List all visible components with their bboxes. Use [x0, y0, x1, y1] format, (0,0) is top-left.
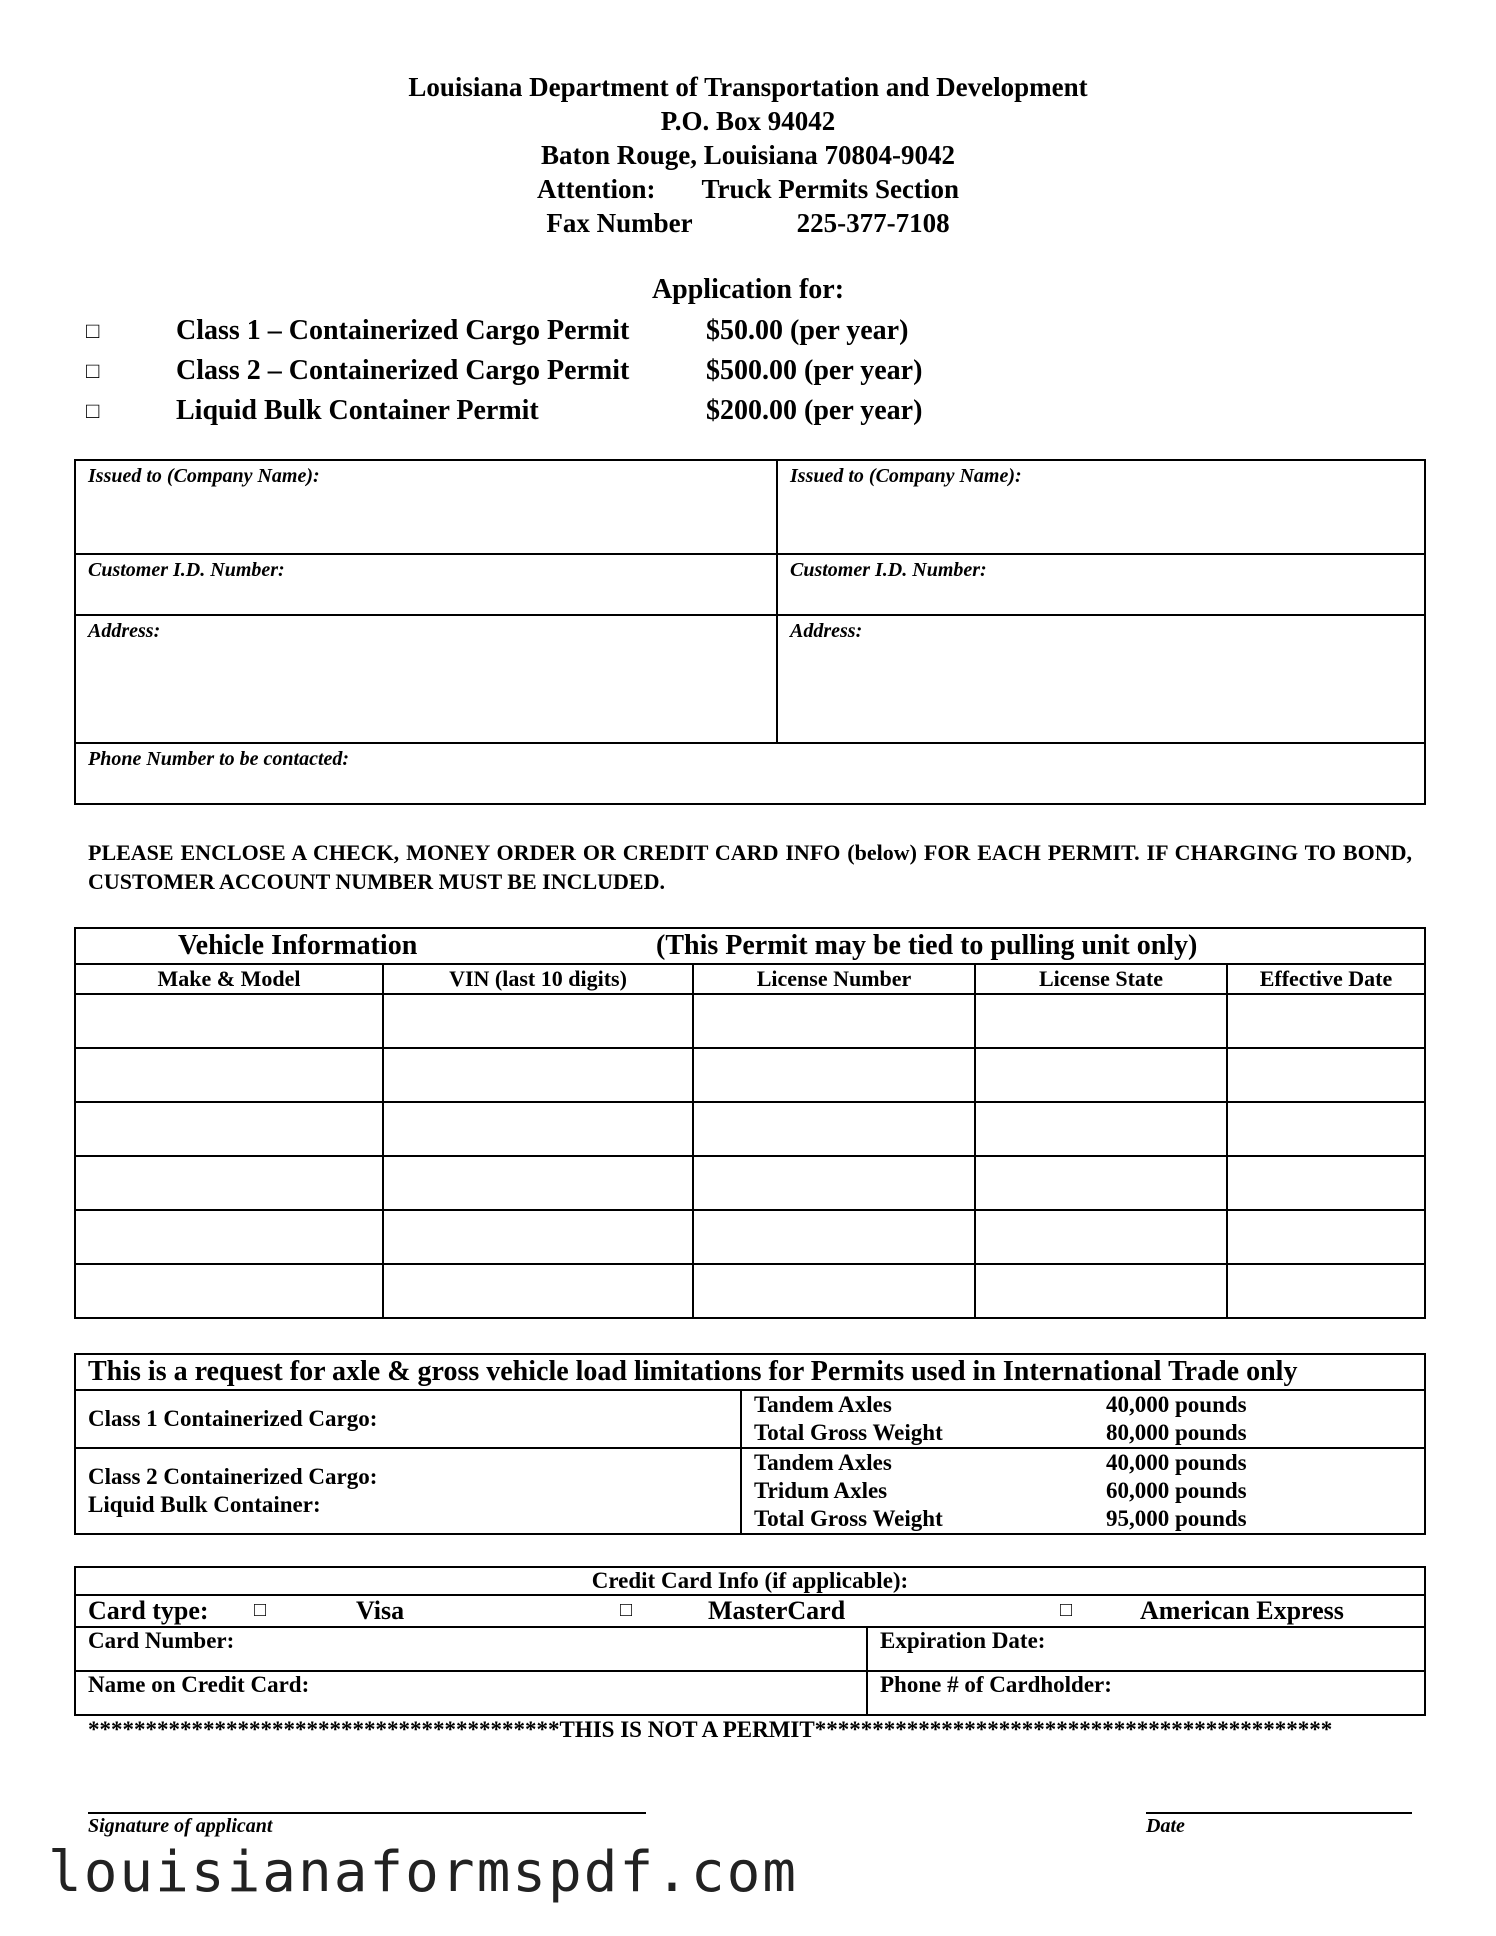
card-type-amex: American Express	[1140, 1596, 1344, 1625]
spec-row	[754, 1419, 1412, 1447]
axle-limits-table	[74, 1353, 1426, 1535]
license-number-cell[interactable]	[693, 994, 975, 1048]
vin-cell[interactable]	[383, 1156, 693, 1210]
class1-label: Class 1 Containerized Cargo:	[75, 1390, 741, 1448]
card-number-field[interactable]	[75, 1627, 867, 1671]
make-model-cell[interactable]	[75, 1102, 383, 1156]
field-label: Name on Credit Card:	[88, 1672, 310, 1697]
license-number-cell[interactable]	[693, 1210, 975, 1264]
name-on-card-field[interactable]	[75, 1671, 867, 1715]
attention-label: Attention:	[537, 174, 656, 204]
permit-option-liquid-bulk[interactable]	[86, 391, 1086, 431]
fax-line	[0, 206, 1496, 240]
license-state-cell[interactable]	[975, 1102, 1227, 1156]
license-number-cell[interactable]	[693, 1048, 975, 1102]
card-type-label: Card type:	[88, 1596, 209, 1625]
vin-cell[interactable]	[383, 1264, 693, 1318]
fax-label: Fax Number	[546, 208, 693, 238]
expiration-date-field[interactable]	[867, 1627, 1425, 1671]
agency-city: Baton Rouge, Louisiana 70804-9042	[540, 140, 956, 170]
vehicle-table-title	[75, 928, 1425, 964]
spec-row	[754, 1449, 1412, 1477]
checkbox[interactable]: □	[86, 318, 100, 343]
field-label: Phone # of Cardholder:	[880, 1672, 1112, 1697]
effective-date-cell[interactable]	[1227, 1210, 1425, 1264]
make-model-cell[interactable]	[75, 994, 383, 1048]
license-state-cell[interactable]	[975, 1156, 1227, 1210]
spec-name: Tandem Axles	[754, 1392, 892, 1417]
issued-to-field-left[interactable]	[75, 460, 777, 554]
credit-card-table	[74, 1566, 1426, 1716]
field-label: Expiration Date:	[880, 1628, 1046, 1653]
spec-name: Total Gross Weight	[754, 1506, 943, 1531]
vin-cell[interactable]	[383, 1102, 693, 1156]
field-label: Customer I.D. Number:	[790, 559, 987, 581]
vehicle-note: (This Permit may be tied to pulling unit only)	[656, 930, 1198, 961]
attention-line	[0, 172, 1496, 206]
phone-field[interactable]	[75, 743, 1425, 804]
permit-option-price: $200.00 (per year)	[706, 395, 923, 426]
make-model-cell[interactable]	[75, 1156, 383, 1210]
table-row	[75, 1210, 1425, 1264]
table-row	[75, 994, 1425, 1048]
column-header: VIN (last 10 digits)	[383, 964, 693, 994]
attention-value: Truck Permits Section	[701, 174, 959, 204]
class1-specs	[741, 1390, 1425, 1448]
license-state-cell[interactable]	[975, 1264, 1227, 1318]
field-label: Customer I.D. Number:	[88, 559, 285, 581]
date-label: Date	[1146, 1815, 1185, 1837]
license-state-cell[interactable]	[975, 994, 1227, 1048]
vehicle-table	[74, 927, 1426, 1319]
license-number-cell[interactable]	[693, 1264, 975, 1318]
vehicle-title: Vehicle Information	[178, 930, 418, 961]
permit-option-price: $500.00 (per year)	[706, 355, 923, 386]
field-label: Issued to (Company Name):	[88, 465, 320, 487]
credit-card-title: Credit Card Info (if applicable):	[75, 1567, 1425, 1595]
column-header: Effective Date	[1227, 964, 1425, 994]
make-model-cell[interactable]	[75, 1210, 383, 1264]
not-a-permit-banner: *****************************************THIS IS NOT A PERMIT*********************************************	[88, 1717, 1333, 1742]
card-type-mastercard: MasterCard	[708, 1596, 846, 1625]
permit-option-name: Class 2 – Containerized Cargo Permit	[176, 355, 630, 386]
customer-id-field-left[interactable]	[75, 554, 777, 615]
class2-label: Class 2 Containerized Cargo:	[88, 1464, 378, 1489]
field-label: Address:	[790, 620, 863, 642]
spec-value: 40,000 pounds	[1106, 1392, 1247, 1417]
field-label: Card Number:	[88, 1628, 235, 1653]
permit-option-price: $50.00 (per year)	[706, 315, 909, 346]
class2-liquid-labels	[75, 1448, 741, 1534]
permit-option-name: Liquid Bulk Container Permit	[176, 395, 539, 426]
column-header: License State	[975, 964, 1227, 994]
effective-date-cell[interactable]	[1227, 994, 1425, 1048]
customer-id-field-right[interactable]	[777, 554, 1425, 615]
address-field-right[interactable]	[777, 615, 1425, 743]
spec-name: Total Gross Weight	[754, 1420, 943, 1445]
effective-date-cell[interactable]	[1227, 1264, 1425, 1318]
spec-value: 80,000 pounds	[1106, 1420, 1247, 1445]
field-label: Address:	[88, 620, 161, 642]
make-model-cell[interactable]	[75, 1264, 383, 1318]
spec-row	[754, 1477, 1412, 1505]
permit-option-class2[interactable]	[86, 351, 1086, 391]
effective-date-cell[interactable]	[1227, 1156, 1425, 1210]
issued-to-field-right[interactable]	[777, 460, 1425, 554]
signature-label: Signature of applicant	[88, 1815, 273, 1837]
column-header: Make & Model	[75, 964, 383, 994]
license-number-cell[interactable]	[693, 1156, 975, 1210]
address-field-left[interactable]	[75, 615, 777, 743]
table-row	[75, 1264, 1425, 1318]
license-number-cell[interactable]	[693, 1102, 975, 1156]
vin-cell[interactable]	[383, 1048, 693, 1102]
amex-checkbox[interactable]: □	[1060, 1599, 1073, 1621]
license-state-cell[interactable]	[975, 1210, 1227, 1264]
field-label: Issued to (Company Name):	[790, 465, 1022, 487]
cardholder-phone-field[interactable]	[867, 1671, 1425, 1715]
table-row	[75, 1102, 1425, 1156]
spec-row	[754, 1505, 1412, 1533]
effective-date-cell[interactable]	[1227, 1048, 1425, 1102]
spec-name: Tridum Axles	[754, 1478, 888, 1503]
make-model-cell[interactable]	[75, 1048, 383, 1102]
application-title: Application for:	[651, 274, 845, 305]
table-row	[75, 1156, 1425, 1210]
class2-specs	[741, 1448, 1425, 1534]
vin-cell[interactable]	[383, 1210, 693, 1264]
payment-notice: PLEASE ENCLOSE A CHECK, MONEY ORDER OR CREDIT CARD INFO (below) FOR EACH PERMIT. IF CHARGING TO BOND, CUSTOMER ACCOUNT NUMBER MUST BE INCLUDED.	[88, 840, 1412, 894]
fax-value: 225-377-7108	[796, 208, 950, 238]
agency-header	[0, 70, 1496, 240]
spec-value: 60,000 pounds	[1106, 1478, 1247, 1503]
checkbox[interactable]: □	[86, 358, 100, 383]
liquid-bulk-label: Liquid Bulk Container:	[88, 1492, 321, 1517]
watermark: louisianaformspdf.com	[48, 1840, 799, 1905]
license-state-cell[interactable]	[975, 1048, 1227, 1102]
visa-checkbox[interactable]: □	[254, 1599, 267, 1621]
agency-name: Louisiana Department of Transportation and Development	[408, 72, 1088, 102]
spec-name: Tandem Axles	[754, 1450, 892, 1475]
company-info-table	[74, 459, 1426, 805]
permit-option-name: Class 1 – Containerized Cargo Permit	[176, 315, 630, 346]
agency-pobox: P.O. Box 94042	[660, 106, 836, 136]
permit-option-class1[interactable]	[86, 311, 1086, 351]
field-label: Phone Number to be contacted:	[88, 748, 350, 770]
spec-value: 40,000 pounds	[1106, 1450, 1247, 1475]
checkbox[interactable]: □	[86, 398, 100, 423]
axle-limits-title: This is a request for axle & gross vehicle load limitations for Permits used in International Trade only	[75, 1354, 1425, 1390]
vin-cell[interactable]	[383, 994, 693, 1048]
effective-date-cell[interactable]	[1227, 1102, 1425, 1156]
mastercard-checkbox[interactable]: □	[620, 1599, 633, 1621]
date-line[interactable]	[1146, 1812, 1412, 1814]
spec-value: 95,000 pounds	[1106, 1506, 1247, 1531]
card-type-visa: Visa	[356, 1596, 405, 1625]
table-row	[75, 1048, 1425, 1102]
spec-row	[754, 1391, 1412, 1419]
column-header: License Number	[693, 964, 975, 994]
signature-line[interactable]	[88, 1812, 646, 1814]
card-type-row	[75, 1595, 1425, 1627]
